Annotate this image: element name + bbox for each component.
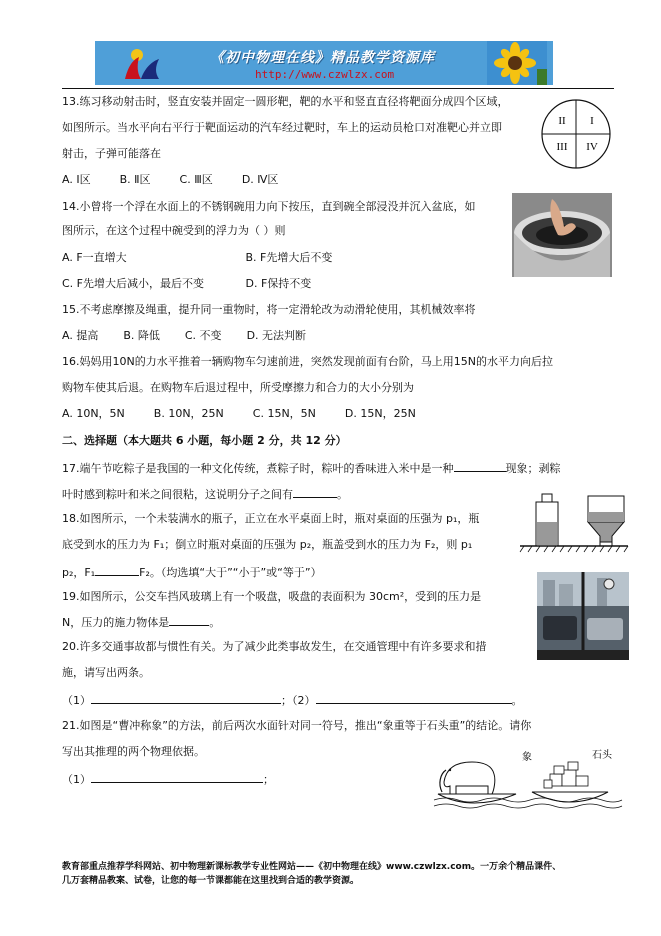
footer-line-1: 教育部重点推荐学科网站、初中物理新课标教学专业性网站——《初中物理在线》www.czwlzx.com。一万余个精品课件、: [62, 862, 562, 872]
q18-text-a: p₂，F₁: [62, 566, 96, 579]
q14-options-row2: [62, 277, 311, 291]
q15-option-d: D. 无法判断: [246, 329, 307, 342]
q17-text-b: 现象；剥粽: [505, 462, 561, 475]
q21-line1: 21.如图是“曹冲称象”的方法，前后两次水面针对同一符号，推出“象重等于石头重”的结论。请你: [62, 719, 532, 732]
bottle-diagram: [516, 490, 630, 554]
header-banner: [95, 41, 553, 85]
bowl-in-basin-photo: [512, 193, 612, 277]
q13-option-c: C. Ⅲ区: [179, 173, 213, 186]
q13-option-d: D. Ⅳ区: [241, 173, 279, 186]
elephant-label: 象: [522, 752, 532, 763]
q13-options: [62, 173, 278, 187]
q21-text-a: （1）: [62, 773, 91, 786]
target-diagram: [540, 98, 612, 170]
q15-line1: 15.不考虑摩擦及绳重，提升同一重物时，将一定滑轮改为动滑轮使用，其机械效率将: [62, 303, 476, 316]
quadrant-2-label: II: [558, 115, 566, 127]
header-rule: [62, 88, 614, 89]
q20-text-b: ；（2）: [281, 694, 316, 707]
q20-text-c: 。: [511, 694, 523, 707]
stone-label: 石头: [592, 750, 612, 761]
q14-option-b: B. F先增大后不变: [245, 251, 333, 264]
quadrant-4-label: IV: [586, 141, 598, 153]
quadrant-3-label: III: [556, 141, 568, 153]
q18-line2: 底受到水的压力为 F₁；倒立时瓶对桌面的压强为 p₂，瓶盖受到水的压力为 F₂，则 p₁: [62, 538, 473, 551]
q14-option-d: D. F保持不变: [245, 277, 312, 290]
section-2-heading: 二、选择题（本大题共 6 小题，每小题 2 分，共 12 分）: [62, 434, 347, 447]
q21-line2: 写出其推理的两个物理依据。: [62, 745, 205, 758]
q17-blank-1[interactable]: [454, 460, 506, 472]
banner-url: http://www.czwlzx.com: [255, 68, 395, 81]
q13-line1: 13.练习移动射击时，竖直安装并固定一圆形靶，靶的水平和竖直直径将靶面分成四个区域，: [62, 95, 509, 108]
q20-blank-2[interactable]: [316, 692, 512, 704]
q14-options-row1: [62, 251, 332, 265]
q18-line3: [62, 564, 322, 580]
q16-options: [62, 407, 416, 421]
q17-text-c: 叶时感到粽叶和米之间很粘，这说明分子之间有: [62, 488, 293, 501]
q21-line3: [62, 771, 274, 787]
footer-line-2: 几万套精品教案、试卷，让您的每一节课都能在这里找到合适的教学资源。: [62, 876, 360, 886]
q19-line1: 19.如图所示，公交车挡风玻璃上有一个吸盘，吸盘的表面积为 30cm²，受到的压力是: [62, 590, 482, 603]
cao-chong-elephant-diagram: [432, 746, 624, 814]
q17-blank-2[interactable]: [293, 486, 337, 498]
q14-option-a: A. F一直增大: [62, 251, 127, 264]
q21-text-b: ；: [263, 773, 274, 786]
banner-title: 《初中物理在线》精品教学资源库: [210, 50, 435, 66]
quadrant-1-label: I: [590, 115, 594, 127]
q20-line2: 施，请写出两条。: [62, 666, 150, 679]
q16-option-d: D. 15N，25N: [344, 407, 416, 420]
q19-blank-1[interactable]: [169, 614, 209, 626]
q16-option-b: B. 10N，25N: [153, 407, 224, 420]
q17-text-d: 。: [337, 488, 348, 501]
q16-line1: 16.妈妈用10N的力水平推着一辆购物车匀速前进，突然发现前面有台阶，马上用15N的水平力向后拉: [62, 355, 553, 368]
q20-line3: [62, 692, 523, 708]
q18-text-b: F₂。（均选填“大于”“小于”或“等于”）: [139, 566, 322, 579]
q14-line2: 图所示，在这个过程中碗受到的浮力为（ ）则: [62, 224, 286, 237]
q13-line2: 如图所示。当水平向右平行于靶面运动的汽车经过靶时，车上的运动员枪口对准靶心并立即: [62, 121, 502, 134]
q19-text-b: 。: [209, 616, 221, 629]
q17-text-a: 17.端午节吃粽子是我国的一种文化传统，煮粽子时，粽叶的香味进入米中是一种: [62, 462, 454, 475]
q13-option-b: B. Ⅱ区: [119, 173, 151, 186]
q20-line1: 20.许多交通事故都与惯性有关。为了减少此类事故发生，在交通管理中有许多要求和措: [62, 640, 487, 653]
q20-blank-1[interactable]: [91, 692, 281, 704]
q15-option-c: C. 不变: [184, 329, 222, 342]
q19-text-a: N，压力的施力物体是: [62, 616, 170, 629]
q17-line1: [62, 460, 561, 476]
bus-windshield-photo: [537, 572, 629, 660]
q13-line3: 射击，子弹可能落在: [62, 147, 161, 160]
q16-line2: 购物车使其后退。在购物车后退过程中，所受摩擦力和合力的大小分别为: [62, 381, 414, 394]
q15-option-a: A. 提高: [62, 329, 99, 342]
q17-line2: [62, 486, 348, 502]
q20-text-a: （1）: [62, 694, 91, 707]
q18-blank-1[interactable]: [95, 564, 139, 576]
sunflower-icon: [487, 41, 547, 85]
q13-option-a: A. Ⅰ区: [62, 173, 91, 186]
q14-line1: 14.小曾将一个浮在水面上的不锈钢碗用力向下按压，直到碗全部浸没并沉入盆底，如: [62, 200, 476, 213]
logo-icon: [115, 45, 175, 83]
q14-option-c: C. F先增大后减小，最后不变: [62, 277, 205, 290]
q15-options: [62, 329, 306, 343]
q16-option-a: A. 10N，5N: [62, 407, 125, 420]
page-footer: [62, 860, 622, 888]
q15-option-b: B. 降低: [123, 329, 160, 342]
q16-option-c: C. 15N，5N: [252, 407, 316, 420]
q18-line1: 18.如图所示，一个未装满水的瓶子，正立在水平桌面上时，瓶对桌面的压强为 p₁，瓶: [62, 512, 480, 525]
q19-line2: [62, 614, 220, 630]
q21-blank-1[interactable]: [91, 771, 263, 783]
